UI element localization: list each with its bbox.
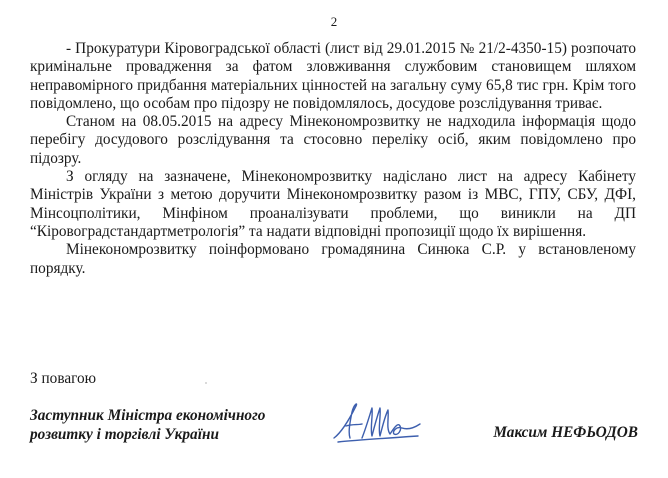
letter-body [30,40,636,278]
signer-title [30,406,330,444]
paragraph-prosecutor: - Прокуратури Кіровоградської області (лист від 29.01.2015 № 21/2-4350-15) розпочато кримінальне провадження за фатом зловживання службовим становищем шляхом неправомірного придбання матеріальних цінностей на загальну суму 65,8 тис грн. Крім того повідомлено, що особам про підозру не повідомлялось, досудове розслідування триває. [30,40,636,112]
signer-title-line1: Заступник Міністра економічного [30,407,266,424]
signer-name: Максим НЕФЬОДОВ [493,424,638,441]
scan-speck [205,382,207,384]
closing-phrase: З повагою [30,370,97,387]
page-number: 2 [330,14,338,29]
paragraph-citizen-informed: Мінекономрозвитку поінформовано громадянина Синюка С.Р. у встановленому порядку. [30,241,636,277]
paragraph-status: Станом на 08.05.2015 на адресу Мінекономрозвитку не надходила інформація щодо перебігу досудового розслідування та стосовно переліку осіб, яким повідомлено про підозру. [30,113,636,167]
signer-title-line2: розвитку і торгівлі України [30,426,219,443]
handwritten-signature [328,398,424,446]
paragraph-cabinet-letter: З огляду на зазначене, Мінекономрозвитку надіслано лист на адресу Кабінету Міністрів України з метою доручити Мінекономрозвитку разом із МВС, ГПУ, СБУ, ДФІ, Мінсоцполітики, Мінфіном проаналізувати проблеми, що виникли на ДП “Кіровоградстандартметрологія” та надати відповідні пропозиції щодо їх вирішення. [30,168,636,240]
